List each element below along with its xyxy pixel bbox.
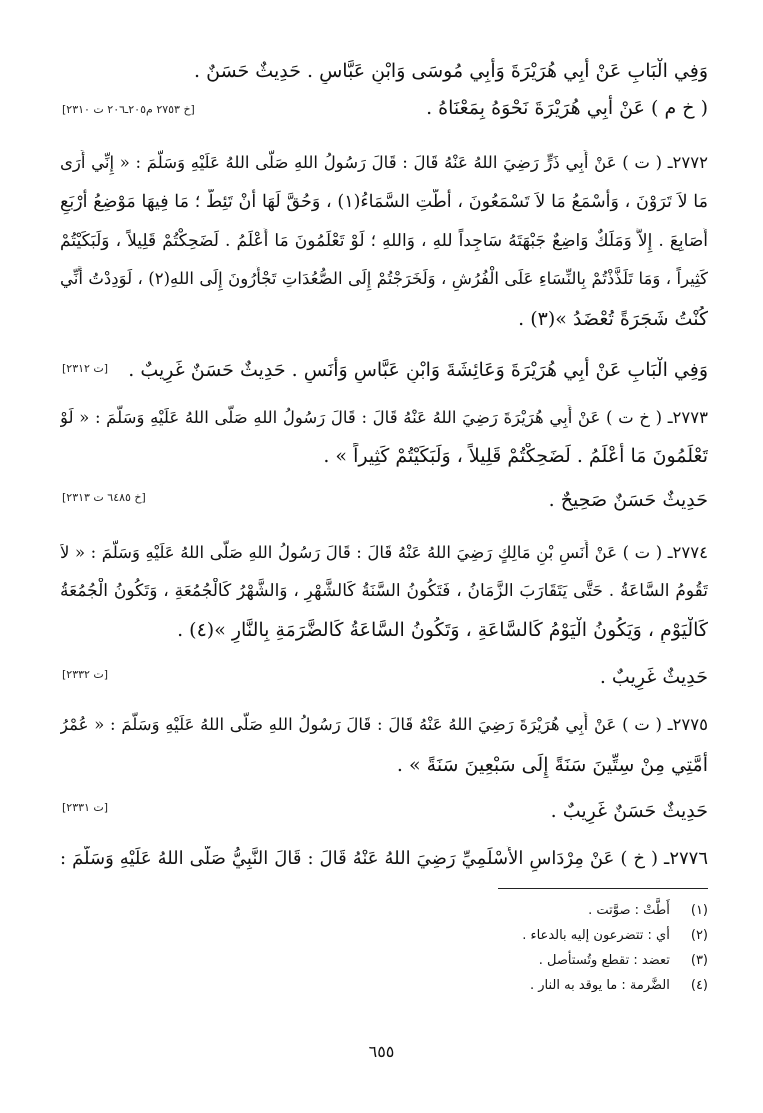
footnote-text: تعضد : تقطع وتُستأصل . — [538, 953, 670, 968]
text-line: وَفِي الْبَابِ عَنْ أَبِي هُرَيْرَةَ وَأَبِي مُوسَى وَابْنِ عَبَّاسٍ . حَدِيثٌ حَسَنٌ . — [194, 60, 708, 82]
text-line: حَدِيثٌ حَسَنٌ صَحِيحٌ . — [548, 489, 708, 511]
footnote-number: (٤) — [690, 978, 708, 993]
text-line: كَثِيراً ، وَمَا تَلَذَّذْتُمْ بِالنِّسَاءِ عَلَى الْفُرُشِ ، وَلَخَرَجْتُمْ إِلَى الصُّعُدَاتِ تَجْأَرُونَ إِلَى اللهِ(٢) ، لَوَدِدْتُ أَنِّي — [60, 269, 708, 288]
footnote-divider — [498, 888, 708, 889]
text-line: ٢٧٧٥ـ ( ت ) عَنْ أَبِي هُرَيْرَةَ رَضِيَ اللهُ عَنْهُ قَالَ : قَالَ رَسُولُ اللهِ صَلَّى اللهُ عَلَيْهِ وَسَلَّمَ : « عُمْرُ — [60, 715, 708, 734]
source-reference: [ت ٢٣٣٢] — [62, 668, 109, 681]
source-reference: [خ ٦٤٨٥ ت ٢٣١٣] — [62, 491, 146, 504]
text-line: ( خ م ) عَنْ أَبِي هُرَيْرَةَ نَحْوَهُ بِمَعْنَاهُ . — [426, 97, 708, 119]
text-line: ٢٧٧٢ـ ( ت ) عَنْ أَبِي ذَرٍّ رَضِيَ اللهُ عَنْهُ قَالَ : قَالَ رَسُولُ اللهِ صَلَّى اللهُ عَلَيْهِ وَسَلَّمَ : « إِنِّي أَرَى — [60, 153, 708, 172]
text-line: تَقُومُ السَّاعَةُ . حَتَّى يَتَقَارَبَ الزَّمَانُ ، فَتَكُونُ السَّنَةُ كَالشَّهْرِ ، وَالشَّهْرُ كَالْجُمُعَةِ ، وَتَكُونُ الْجُمُعَةُ — [60, 581, 708, 601]
text-line: كُنْتُ شَجَرَةً تُعْضَدُ »(٣) . — [518, 308, 708, 330]
text-line: حَدِيثٌ حَسَنٌ غَرِيبٌ . — [550, 800, 708, 822]
source-reference: [ت ٢٣١٢] — [62, 362, 109, 375]
footnote — [522, 928, 708, 943]
footnote — [530, 978, 708, 993]
footnote — [539, 953, 708, 968]
footnote-number: (٢) — [690, 928, 708, 943]
text-line: أَصَابِعَ . إِلاَّ وَمَلَكٌ وَاضِعٌ جَبْهَتَهُ سَاجِداً للهِ ، وَاللهِ ؛ لَوْ تَعْلَمُونَ مَا أَعْلَمُ . لَضَحِكْتُمْ قَلِيلاً ، وَلَبَكَيْتُمْ — [60, 231, 708, 251]
footnote-text: أَطَّتْ : صوَّتت . — [588, 903, 670, 918]
footnote-number: (١) — [690, 903, 708, 918]
text-line: ٢٧٧٤ـ ( ت ) عَنْ أَنَسِ بْنِ مَالِكٍ رَضِيَ اللهُ عَنْهُ قَالَ : قَالَ رَسُولُ اللهِ صَلَّى اللهُ عَلَيْهِ وَسَلَّمَ : « لاَ — [60, 543, 708, 562]
footnote — [588, 903, 708, 918]
source-reference: [خ ٢٧٥٣ م٢٠٥ـ٢٠٦ ت ٢٣١٠] — [62, 103, 195, 116]
text-line: ٢٧٧٦ـ ( خ ) عَنْ مِرْدَاسٍ الأَسْلَمِيِّ رَضِيَ اللهُ عَنْهُ قَالَ : قَالَ النَّبِيُّ صَلَّى اللهُ عَلَيْهِ وَسَلَّمَ : — [60, 848, 708, 869]
footnote-text: أي : تتضرعون إليه بالدعاء . — [522, 928, 670, 943]
footnote-number: (٣) — [690, 953, 708, 968]
text-line: أُمَّتِي مِنْ سِتِّينَ سَنَةً إِلَى سَبْعِينَ سَنَةً » . — [396, 754, 708, 776]
text-line: وَفِي الْبَابِ عَنْ أَبِي هُرَيْرَةَ وَعَائِشَةَ وَابْنِ عَبَّاسٍ وَأَنَسٍ . حَدِيثٌ حَسَنٌ غَرِيبٌ . — [128, 359, 708, 381]
page-number: ٦٥٥ — [368, 1042, 395, 1061]
text-line: مَا لاَ تَرَوْنَ ، وَأَسْمَعُ مَا لاَ تَسْمَعُونَ ، أَطَّتِ السَّمَاءُ(١) ، وَحُقَّ لَهَا أَنْ تَئِطَّ ؛ مَا فِيهَا مَوْضِعُ أَرْبَعِ — [60, 192, 708, 212]
text-line: ٢٧٧٣ـ ( خ ت ) عَنْ أَبِي هُرَيْرَةَ رَضِيَ اللهُ عَنْهُ قَالَ : قَالَ رَسُولُ اللهِ صَلَّى اللهُ عَلَيْهِ وَسَلَّمَ : « لَوْ — [60, 408, 708, 427]
footnote-text: الضَّرمة : ما يوقد به النار . — [529, 978, 670, 993]
text-line: كَالْيَوْمِ ، وَيَكُونُ الْيَوْمُ كَالسَّاعَةِ ، وَتَكُونُ السَّاعَةُ كَالضَّرَمَةِ بِالنَّارِ »(٤) . — [177, 619, 708, 641]
source-reference: [ت ٢٣٣١] — [62, 801, 109, 814]
text-line: حَدِيثٌ غَرِيبٌ . — [599, 666, 708, 688]
text-line: تَعْلَمُونَ مَا أَعْلَمُ . لَضَحِكْتُمْ قَلِيلاً ، وَلَبَكَيْتُمْ كَثِيراً » . — [323, 445, 708, 467]
